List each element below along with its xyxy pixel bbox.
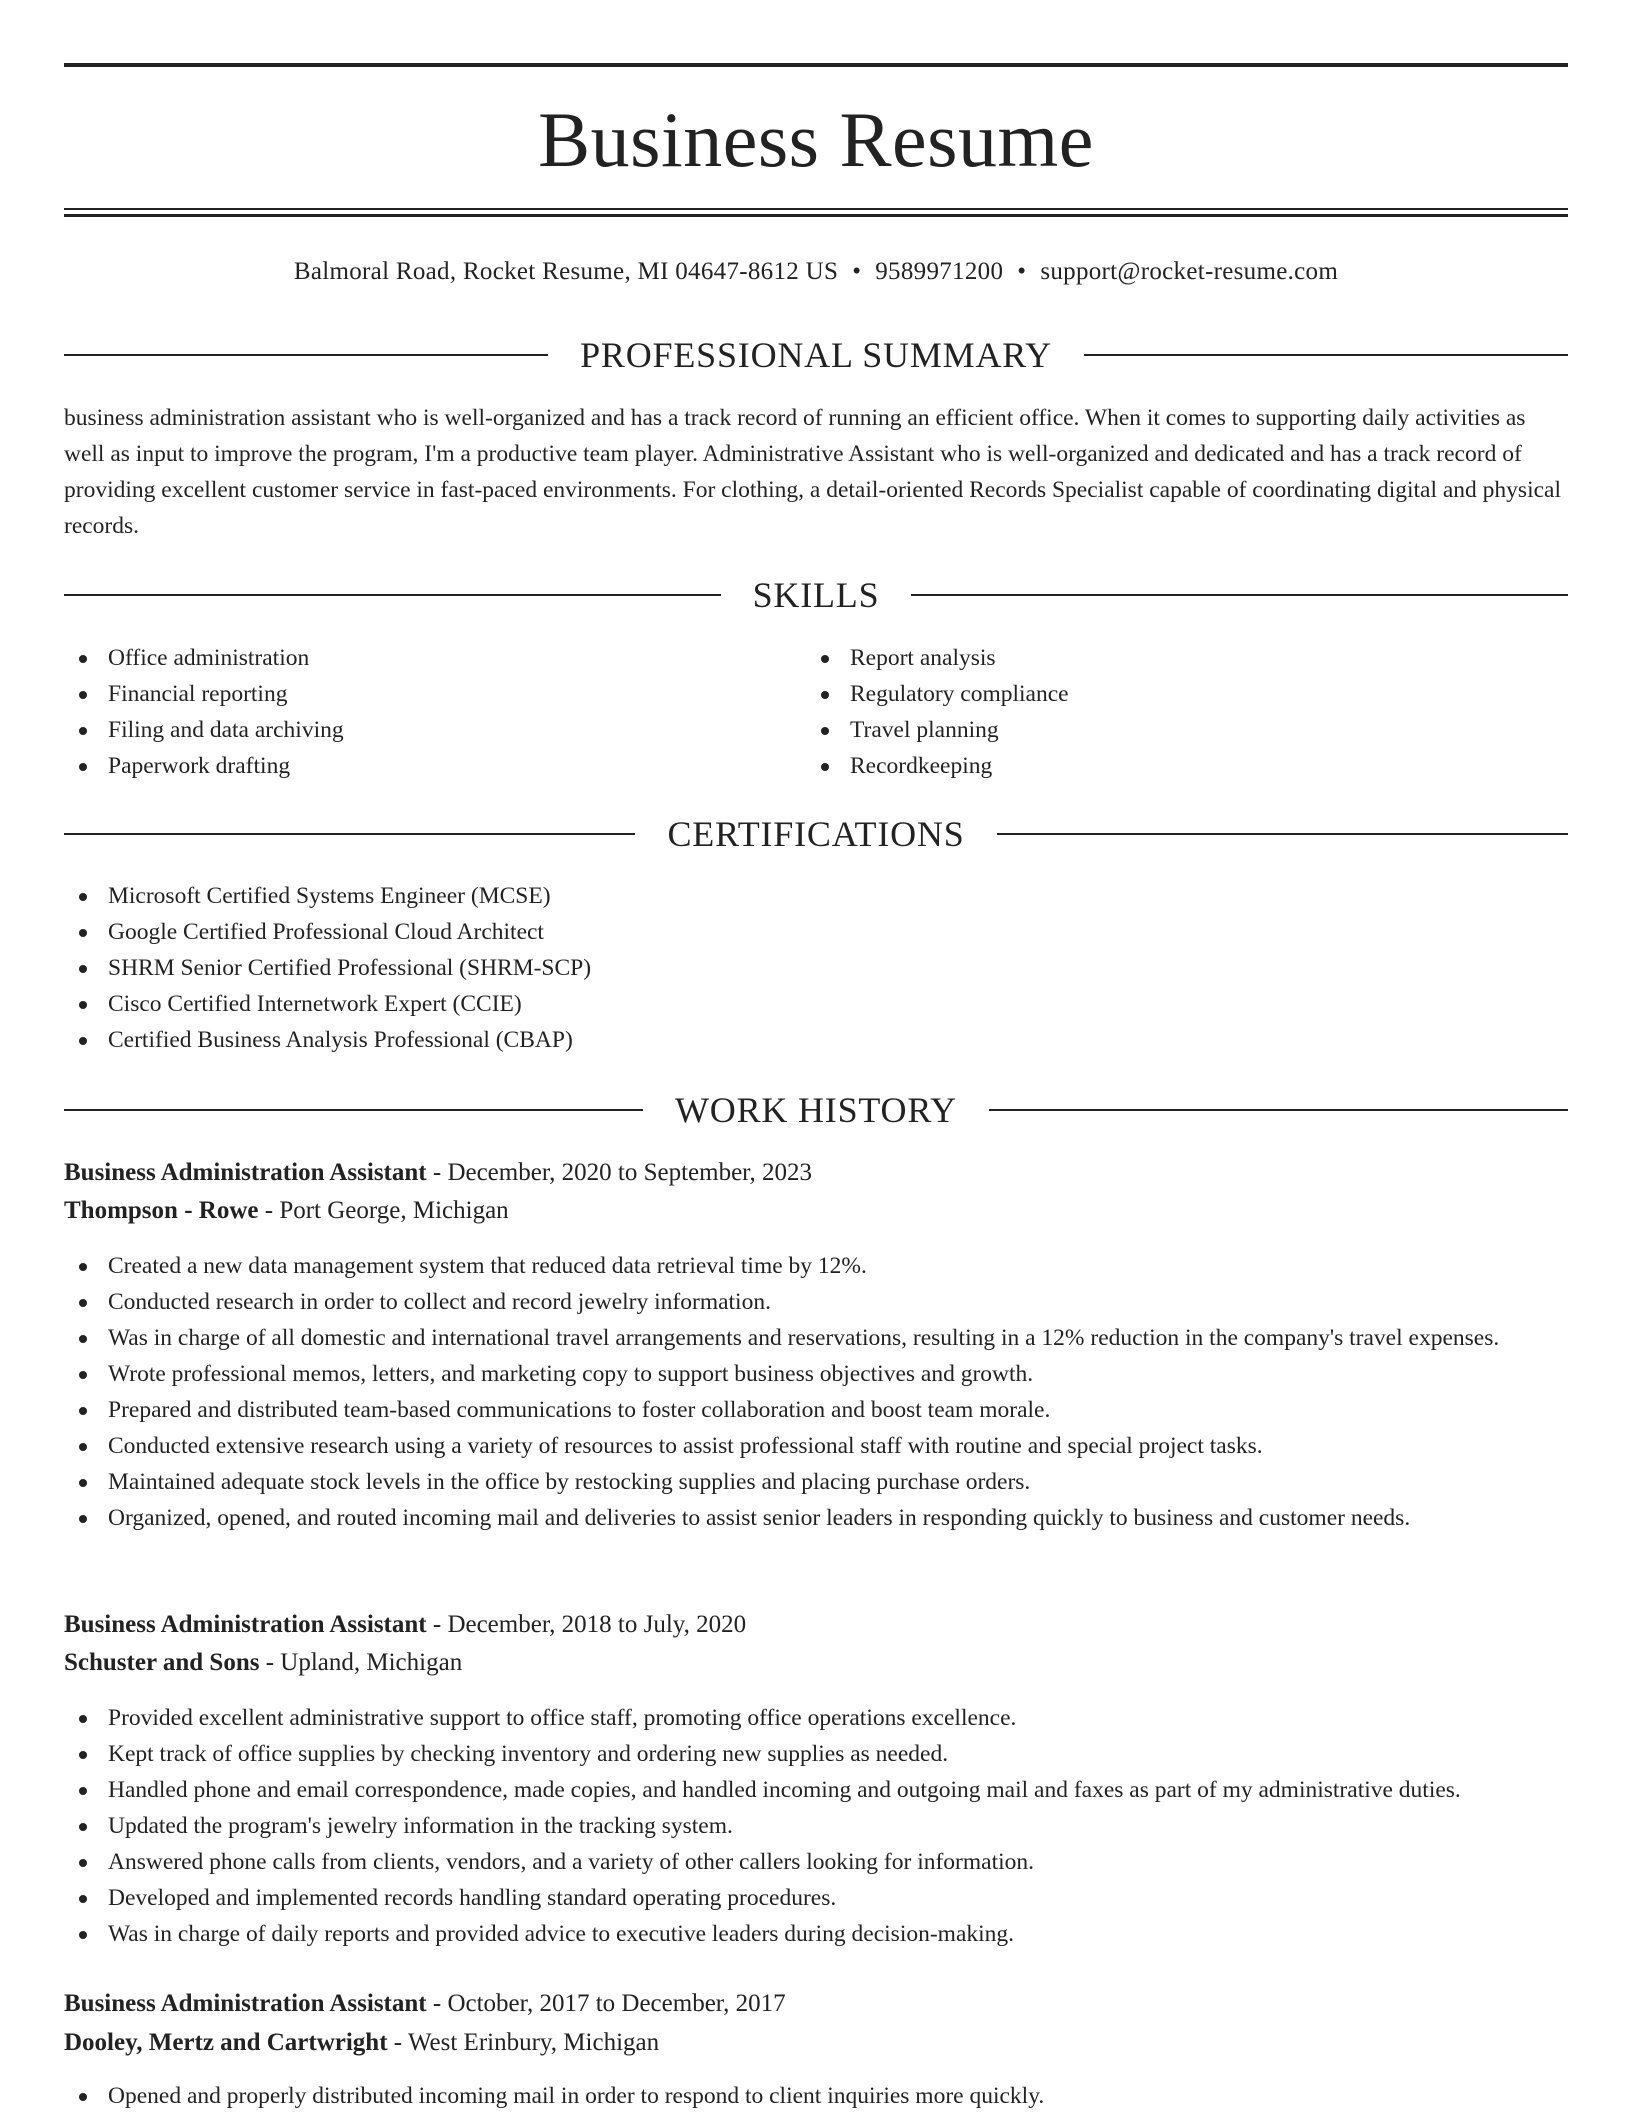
bullet-dot [79,1895,87,1903]
bullet-dot [79,763,87,771]
certification-item: Cisco Certified Internetwork Expert (CCIE) [64,986,1568,1022]
job-company: Dooley, Mertz and Cartwright [64,2029,388,2056]
bullet-dot [79,1823,87,1831]
job-title-line: Business Administration Assistant - October, 2017 to December, 2017 [64,1990,786,2017]
bullet-dot [79,1931,87,1939]
bullet-dot [79,1001,87,1009]
job-location: Port George, Michigan [279,1197,509,1224]
resume-name: Business Resume [538,96,1094,183]
section-heading-certifications [64,812,1568,856]
job-title-line: Business Administration Assistant - December, 2018 to July, 2020 [64,1611,747,1638]
heading-rule [989,1109,1568,1111]
job-company-line: Schuster and Sons - Upland, Michigan [64,1649,463,1676]
bullet-dot [79,1407,87,1415]
skill-item: Report analysis [806,640,1548,676]
skill-item: Travel planning [806,712,1548,748]
job-duty-item: Handled phone and email correspondence, made copies, and handled incoming and outgoing mail and faxes as part of my administrative duties. [64,1772,1568,1808]
heading-rule [64,833,635,835]
header-double-rule [64,208,1568,217]
job-duty-item: Wrote professional memos, letters, and marketing copy to support business objectives and growth. [64,1356,1568,1392]
job-dates: October, 2017 to December, 2017 [447,1990,786,2017]
heading-rule [64,594,721,596]
bullet-dot [79,929,87,937]
bullet-dot [79,1299,87,1307]
certification-item: Certified Business Analysis Professional (CBAP) [64,1022,1568,1058]
contact-line [64,254,1568,290]
job-title: Business Administration Assistant [64,1990,427,2017]
bullet-dot [79,2093,87,2101]
job-company-line: Thompson - Rowe - Port George, Michigan [64,1197,509,1224]
certification-item: Microsoft Certified Systems Engineer (MCSE) [64,878,1568,914]
skill-item: Financial reporting [64,676,806,712]
job-duty-item: Answered phone calls from clients, vendors, and a variety of other callers looking for information. [64,1844,1568,1880]
job-duty-item: Opened and properly distributed incoming mail in order to respond to client inquiries more quickly. [64,2078,1568,2114]
bullet-dot [821,727,829,735]
bullet-dot [79,1335,87,1343]
certification-item: SHRM Senior Certified Professional (SHRM-SCP) [64,950,1568,986]
skills-column-left [64,640,806,784]
bullet-dot [79,1515,87,1523]
job-location: Upland, Michigan [280,1649,463,1676]
skill-item: Paperwork drafting [64,748,806,784]
bullet-dot [821,763,829,771]
job-dates: December, 2020 to September, 2023 [447,1159,813,1186]
certifications-list [64,878,1568,1058]
job-company: Schuster and Sons [64,1649,260,1676]
bullet-dot [821,691,829,699]
skills-column-right [806,640,1548,784]
skill-item: Filing and data archiving [64,712,806,748]
job-title-line: Business Administration Assistant - December, 2020 to September, 2023 [64,1159,813,1186]
job-duty-item: Prepared and distributed team-based communications to foster collaboration and boost team morale. [64,1392,1568,1428]
bullet-dot [79,1443,87,1451]
section-title: PROFESSIONAL SUMMARY [580,335,1052,375]
section-heading-summary [64,333,1568,377]
job-duties-list [64,1700,1568,1952]
job-duty-item: Kept track of office supplies by checking inventory and ordering new supplies as needed. [64,1736,1568,1772]
job-duty-item: Maintained adequate stock levels in the office by restocking supplies and placing purchase orders. [64,1464,1568,1500]
bullet-dot [79,893,87,901]
job-company: Thompson - Rowe [64,1197,259,1224]
header-top-rule [64,63,1568,67]
job-duty-item: Conducted research in order to collect and record jewelry information. [64,1284,1568,1320]
skill-item: Recordkeeping [806,748,1548,784]
job-dates: December, 2018 to July, 2020 [447,1611,747,1638]
job-duty-item: Developed and implemented records handling standard operating procedures. [64,1880,1568,1916]
job-duty-item: Conducted extensive research using a variety of resources to assist professional staff with routine and special project tasks. [64,1428,1568,1464]
certification-item: Google Certified Professional Cloud Architect [64,914,1568,950]
heading-rule [64,1109,643,1111]
bullet-dot [79,727,87,735]
contact-phone: 9589971200 [875,258,1004,285]
section-heading-skills [64,573,1568,617]
job-title: Business Administration Assistant [64,1159,427,1186]
job-duty-item: Updated the program's jewelry information in the tracking system. [64,1808,1568,1844]
bullet-dot [79,1715,87,1723]
heading-rule [64,354,548,356]
section-title: CERTIFICATIONS [667,814,965,854]
bullet-dot [79,1787,87,1795]
job-duty-item: Organized, opened, and routed incoming mail and deliveries to assist senior leaders in responding quickly to business and customer needs. [64,1500,1568,1536]
contact-separator: • [1017,258,1027,285]
contact-address: Balmoral Road, Rocket Resume, MI 04647-8612 US [293,258,839,285]
heading-rule [1084,354,1568,356]
job-duty-item: Provided excellent administrative support to office staff, promoting office operations excellence. [64,1700,1568,1736]
contact-email: support@rocket-resume.com [1040,258,1339,285]
job-duty-item: Created a new data management system that reduced data retrieval time by 12%. [64,1248,1568,1284]
bullet-dot [821,655,829,663]
contact-separator: • [852,258,862,285]
bullet-dot [79,1371,87,1379]
section-title: SKILLS [752,575,880,615]
job-duties-list [64,2078,1568,2114]
heading-rule [911,594,1568,596]
job-duties-list [64,1248,1568,1536]
bullet-dot [79,1751,87,1759]
bullet-dot [79,691,87,699]
bullet-dot [79,1859,87,1867]
bullet-dot [79,1263,87,1271]
bullet-dot [79,655,87,663]
section-title: WORK HISTORY [675,1090,957,1130]
section-heading-work-history [64,1088,1568,1132]
bullet-dot [79,965,87,973]
bullet-dot [79,1037,87,1045]
bullet-dot [79,1479,87,1487]
skill-item: Regulatory compliance [806,676,1548,712]
skill-item: Office administration [64,640,806,676]
heading-rule [997,833,1568,835]
summary-text: business administration assistant who is well-organized and has a track record of running an efficient office. When it comes to supporting daily activities as well as input to improve the program, I'm a productive team player. Administrative Assistant who is well-organized and dedicated and has a track record of providing excellent customer service in fast-paced environments. For clothing, a detail-oriented Records Specialist capable of coordinating digital and physical records. [64,405,1562,539]
job-duty-item: Was in charge of all domestic and international travel arrangements and reservations, resulting in a 12% reduction in the company's travel expenses. [64,1320,1568,1356]
job-company-line: Dooley, Mertz and Cartwright - West Erinbury, Michigan [64,2029,660,2056]
job-title: Business Administration Assistant [64,1611,427,1638]
skills-list [64,640,1568,784]
job-duty-item: Was in charge of daily reports and provided advice to executive leaders during decision-making. [64,1916,1568,1952]
job-location: West Erinbury, Michigan [407,2029,660,2056]
